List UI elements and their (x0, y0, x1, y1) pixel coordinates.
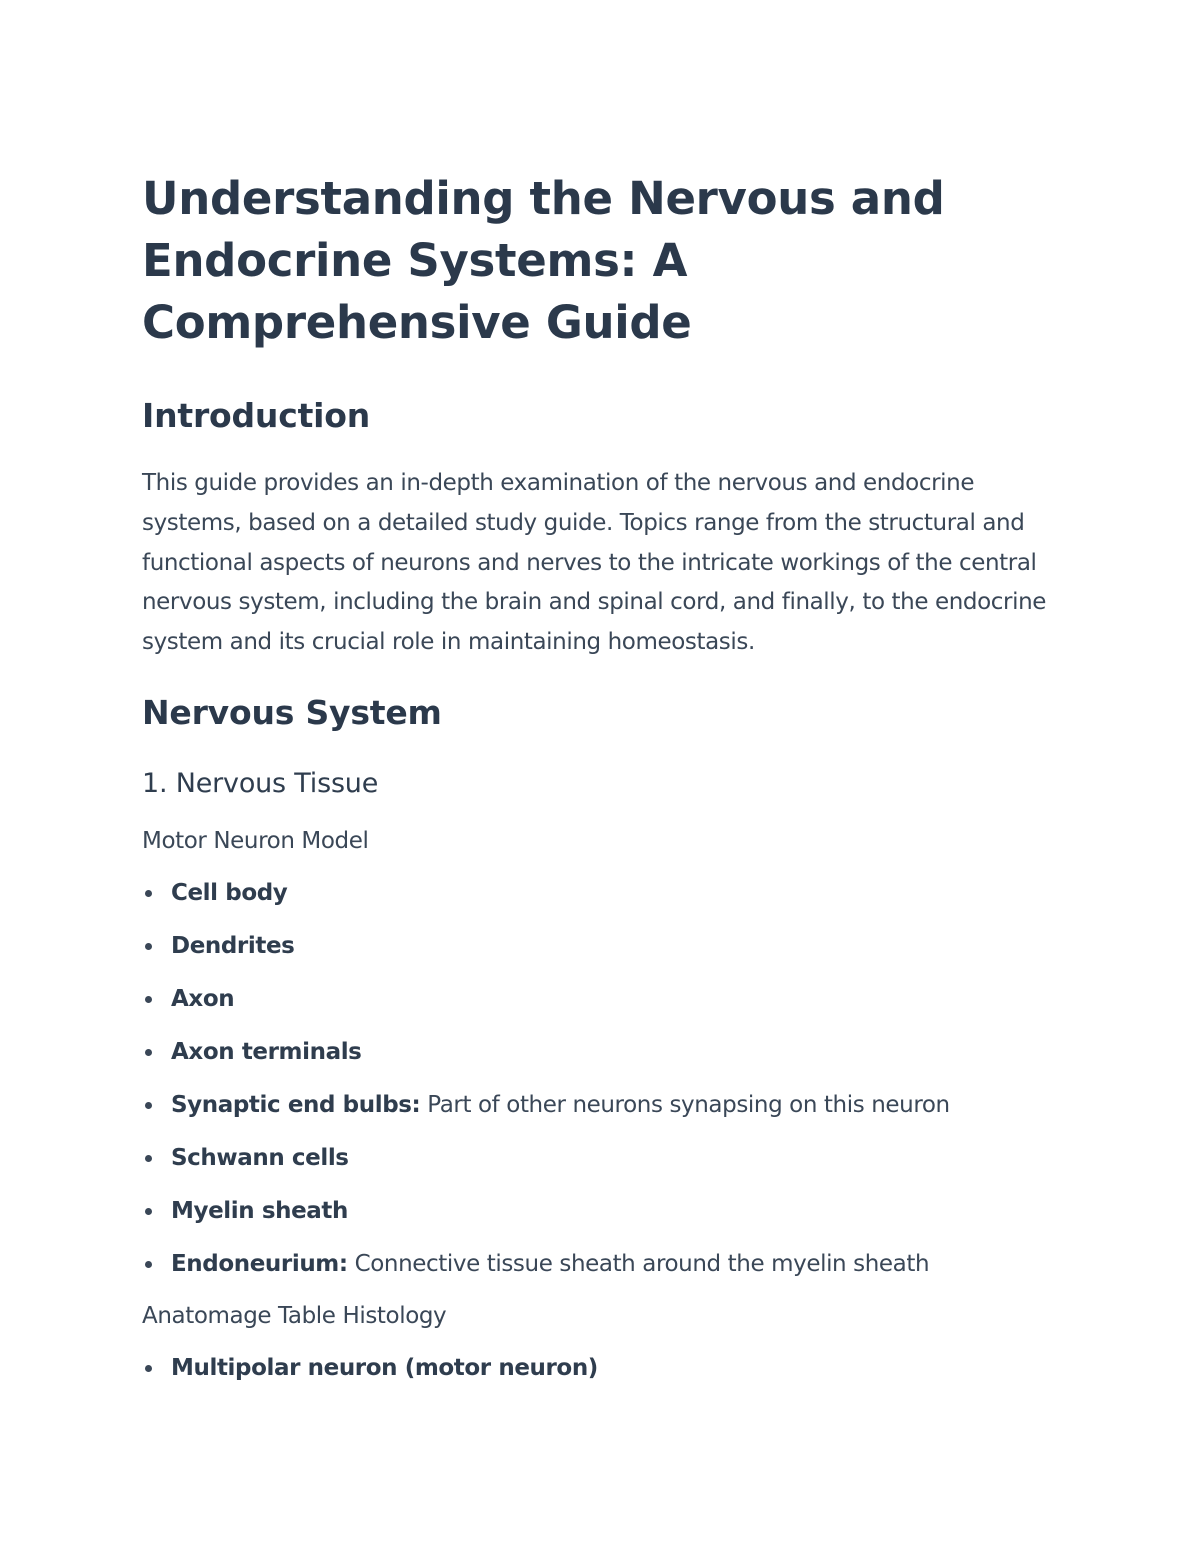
bullet-icon (145, 943, 152, 950)
list-item (142, 1249, 1070, 1279)
list-item (142, 1037, 1070, 1067)
introduction-paragraph: This guide provides an in-depth examination of the nervous and endocrine systems, based on a detailed study guide. Topics range from the structural and functional aspects of neurons and nerves to the intricate workings of the central nervous system, including the brain and spinal cord, and finally, to the endocrine system and its crucial role in maintaining homeostasis. (142, 470, 1047, 656)
list-item-term: Axon (171, 985, 235, 1012)
bullet-icon (145, 996, 152, 1003)
nervous-system-heading: Nervous System (142, 692, 442, 732)
bullet-icon (145, 890, 152, 897)
list-item (142, 931, 1070, 961)
bullet-icon (145, 1261, 152, 1268)
list-item-term: Synaptic end bulbs: (171, 1091, 421, 1118)
list-item-term: Multipolar neuron (motor neuron) (171, 1354, 598, 1381)
introduction-heading: Introduction (142, 396, 371, 435)
list-item (142, 984, 1070, 1014)
list-item (142, 1353, 1070, 1383)
list-item-desc: Part of other neurons synapsing on this neuron (420, 1091, 950, 1118)
list-item-term: Axon terminals (171, 1038, 362, 1065)
list-item-term: Dendrites (171, 932, 295, 959)
bullet-icon (145, 1155, 152, 1162)
anatomage-list (142, 1353, 1070, 1383)
list-item-term: Myelin sheath (171, 1197, 348, 1224)
motor-neuron-model-label: Motor Neuron Model (142, 827, 369, 854)
motor-neuron-list (142, 878, 1070, 1279)
list-item-term: Schwann cells (171, 1144, 349, 1171)
list-item-term: Cell body (171, 879, 288, 906)
list-item-term: Endoneurium: (171, 1250, 348, 1277)
bullet-icon (145, 1365, 152, 1372)
bullet-icon (145, 1208, 152, 1215)
list-item (142, 1196, 1070, 1226)
list-item-desc: Connective tissue sheath around the myelin sheath (347, 1250, 930, 1277)
list-item (142, 878, 1070, 908)
bullet-icon (145, 1049, 152, 1056)
list-item (142, 1143, 1070, 1173)
nervous-tissue-heading: 1. Nervous Tissue (142, 767, 379, 799)
list-item (142, 1090, 1070, 1120)
anatomage-histology-label: Anatomage Table Histology (142, 1302, 447, 1329)
bullet-icon (145, 1102, 152, 1109)
document-title: Understanding the Nervous and Endocrine Systems: A Comprehensive Guide (142, 172, 945, 349)
